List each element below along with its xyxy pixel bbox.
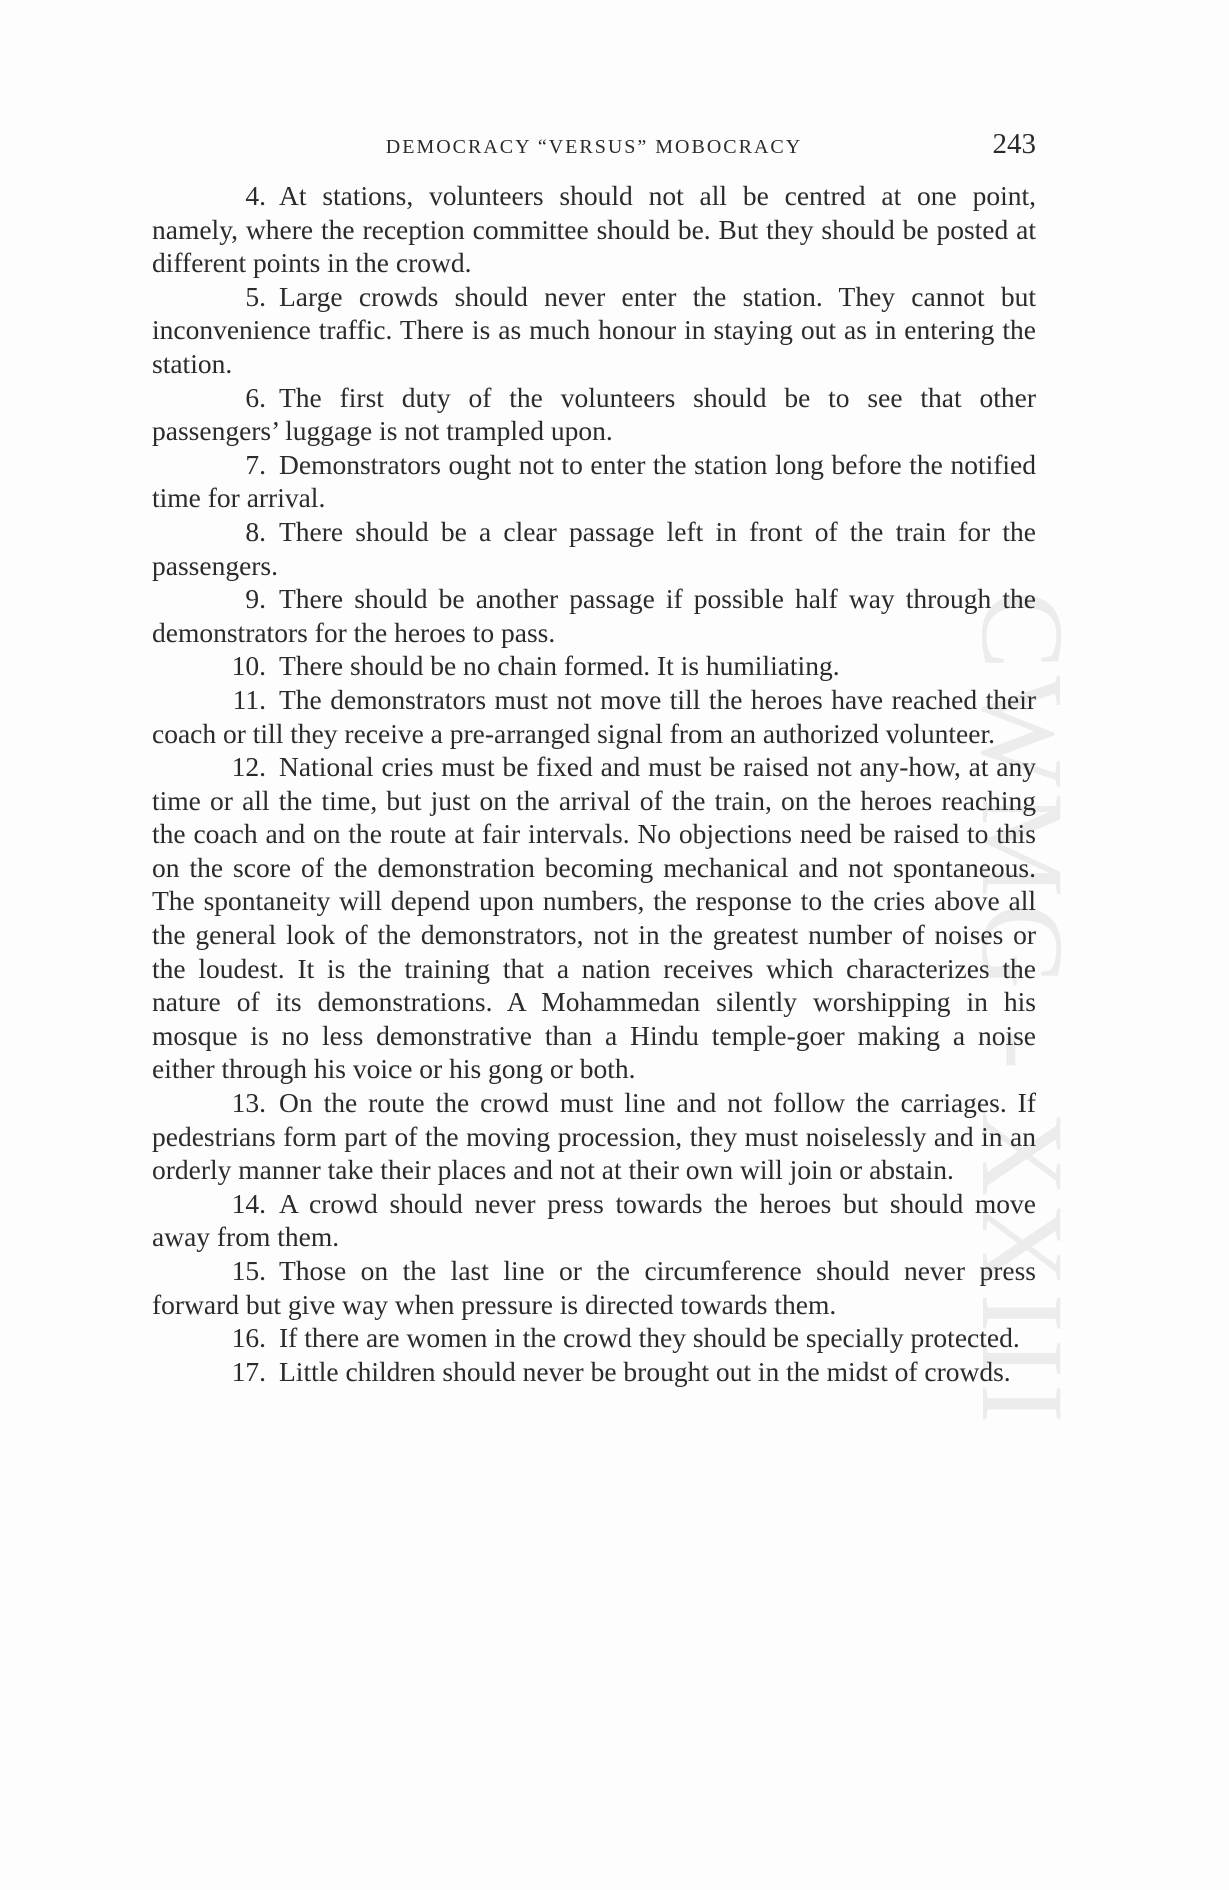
item-number: 17. — [231, 1355, 266, 1387]
item-text: There should be a clear passage left in front of the train for the passengers. — [152, 515, 1036, 581]
item-text: There should be another passage if possible half way through the demonstrators for the heroes to pass. — [152, 583, 1036, 648]
item-text: Demonstrators ought not to enter the station long before the notified time for arrival. — [152, 448, 1036, 514]
item-text: The first duty of the volunteers should be to see that other passengers’ luggage is not trampled upon. — [152, 381, 1036, 447]
item-number: 14. — [231, 1187, 266, 1219]
item-text: Little children should never be brought out in the midst of crowds. — [279, 1355, 1011, 1387]
list-item — [152, 1254, 1036, 1321]
page-number: 243 — [992, 128, 1036, 160]
item-text: Those on the last line or the circumference should never press forward but give way when pressure is directed towards them. — [152, 1255, 1036, 1320]
list-item — [152, 649, 1036, 683]
item-number: 5. — [245, 280, 266, 312]
item-text: A crowd should never press towards the heroes but should move away from them. — [152, 1187, 1036, 1253]
item-text: If there are women in the crowd they should be specially protected. — [279, 1322, 1020, 1354]
item-text: National cries must be fixed and must be raised not any-how, at any time or all the time, but just on the arrival of the train, on the heroes reaching the coach and on the route at fair intervals. No objections need be raised to this on the score of the demonstration becoming mechanical and not spontaneous. The spontaneity will depend upon numbers, the response to the cries above all the general look of the demonstrators, not in the greatest number of noises or the loudest. It is the training that a nation receives which characterizes the nature of its demonstrations. A Mohammedan silently worshipping in his mosque is no less demonstrative than a Hindu temple-goer making a noise either through his voice or his gong or both. — [152, 751, 1036, 1085]
list-item — [152, 280, 1036, 381]
list-item — [152, 1321, 1036, 1355]
item-number: 10. — [231, 650, 266, 682]
watermark: CWMG - XXIII — [957, 590, 1088, 1430]
item-number: 12. — [231, 751, 266, 783]
list-item — [152, 1187, 1036, 1254]
item-number: 7. — [245, 448, 266, 480]
list-item — [152, 750, 1036, 1086]
item-number: 4. — [245, 180, 266, 211]
list-item — [152, 448, 1036, 515]
running-title: DEMOCRACY “VERSUS” MOBOCRACY — [385, 136, 803, 158]
item-number: 8. — [245, 515, 266, 547]
item-number: 15. — [231, 1255, 266, 1286]
item-number: 13. — [231, 1087, 266, 1119]
list-item — [152, 1355, 1036, 1389]
item-text: Large crowds should never enter the station. They cannot but inconvenience traffic. There is as much honour in staying out as in entering the station. — [152, 280, 1036, 379]
item-text: On the route the crowd must line and not follow the carriages. If pedestrians form part of the moving procession, they must noiselessly and in an orderly manner take their places and not at their own will join or abstain. — [152, 1087, 1036, 1186]
item-number: 9. — [245, 583, 266, 615]
item-number: 11. — [232, 683, 266, 715]
item-text: The demonstrators must not move till the heroes have reached their coach or till they receive a pre-arranged signal from an authorized volunteer. — [152, 683, 1036, 749]
list-item — [152, 381, 1036, 448]
item-number: 16. — [231, 1322, 266, 1354]
list-item — [152, 1086, 1036, 1187]
body-text — [152, 179, 1036, 1388]
item-text: There should be no chain formed. It is humiliating. — [279, 650, 840, 682]
item-text: At stations, volunteers should not all be centred at one point, namely, where the reception committee should be. But they should be posted at different points in the crowd. — [152, 180, 1036, 279]
list-item — [152, 683, 1036, 750]
list-item — [152, 582, 1036, 649]
list-item — [152, 179, 1036, 280]
list-item — [152, 515, 1036, 582]
item-number: 6. — [245, 381, 266, 413]
page-header — [152, 128, 1036, 168]
